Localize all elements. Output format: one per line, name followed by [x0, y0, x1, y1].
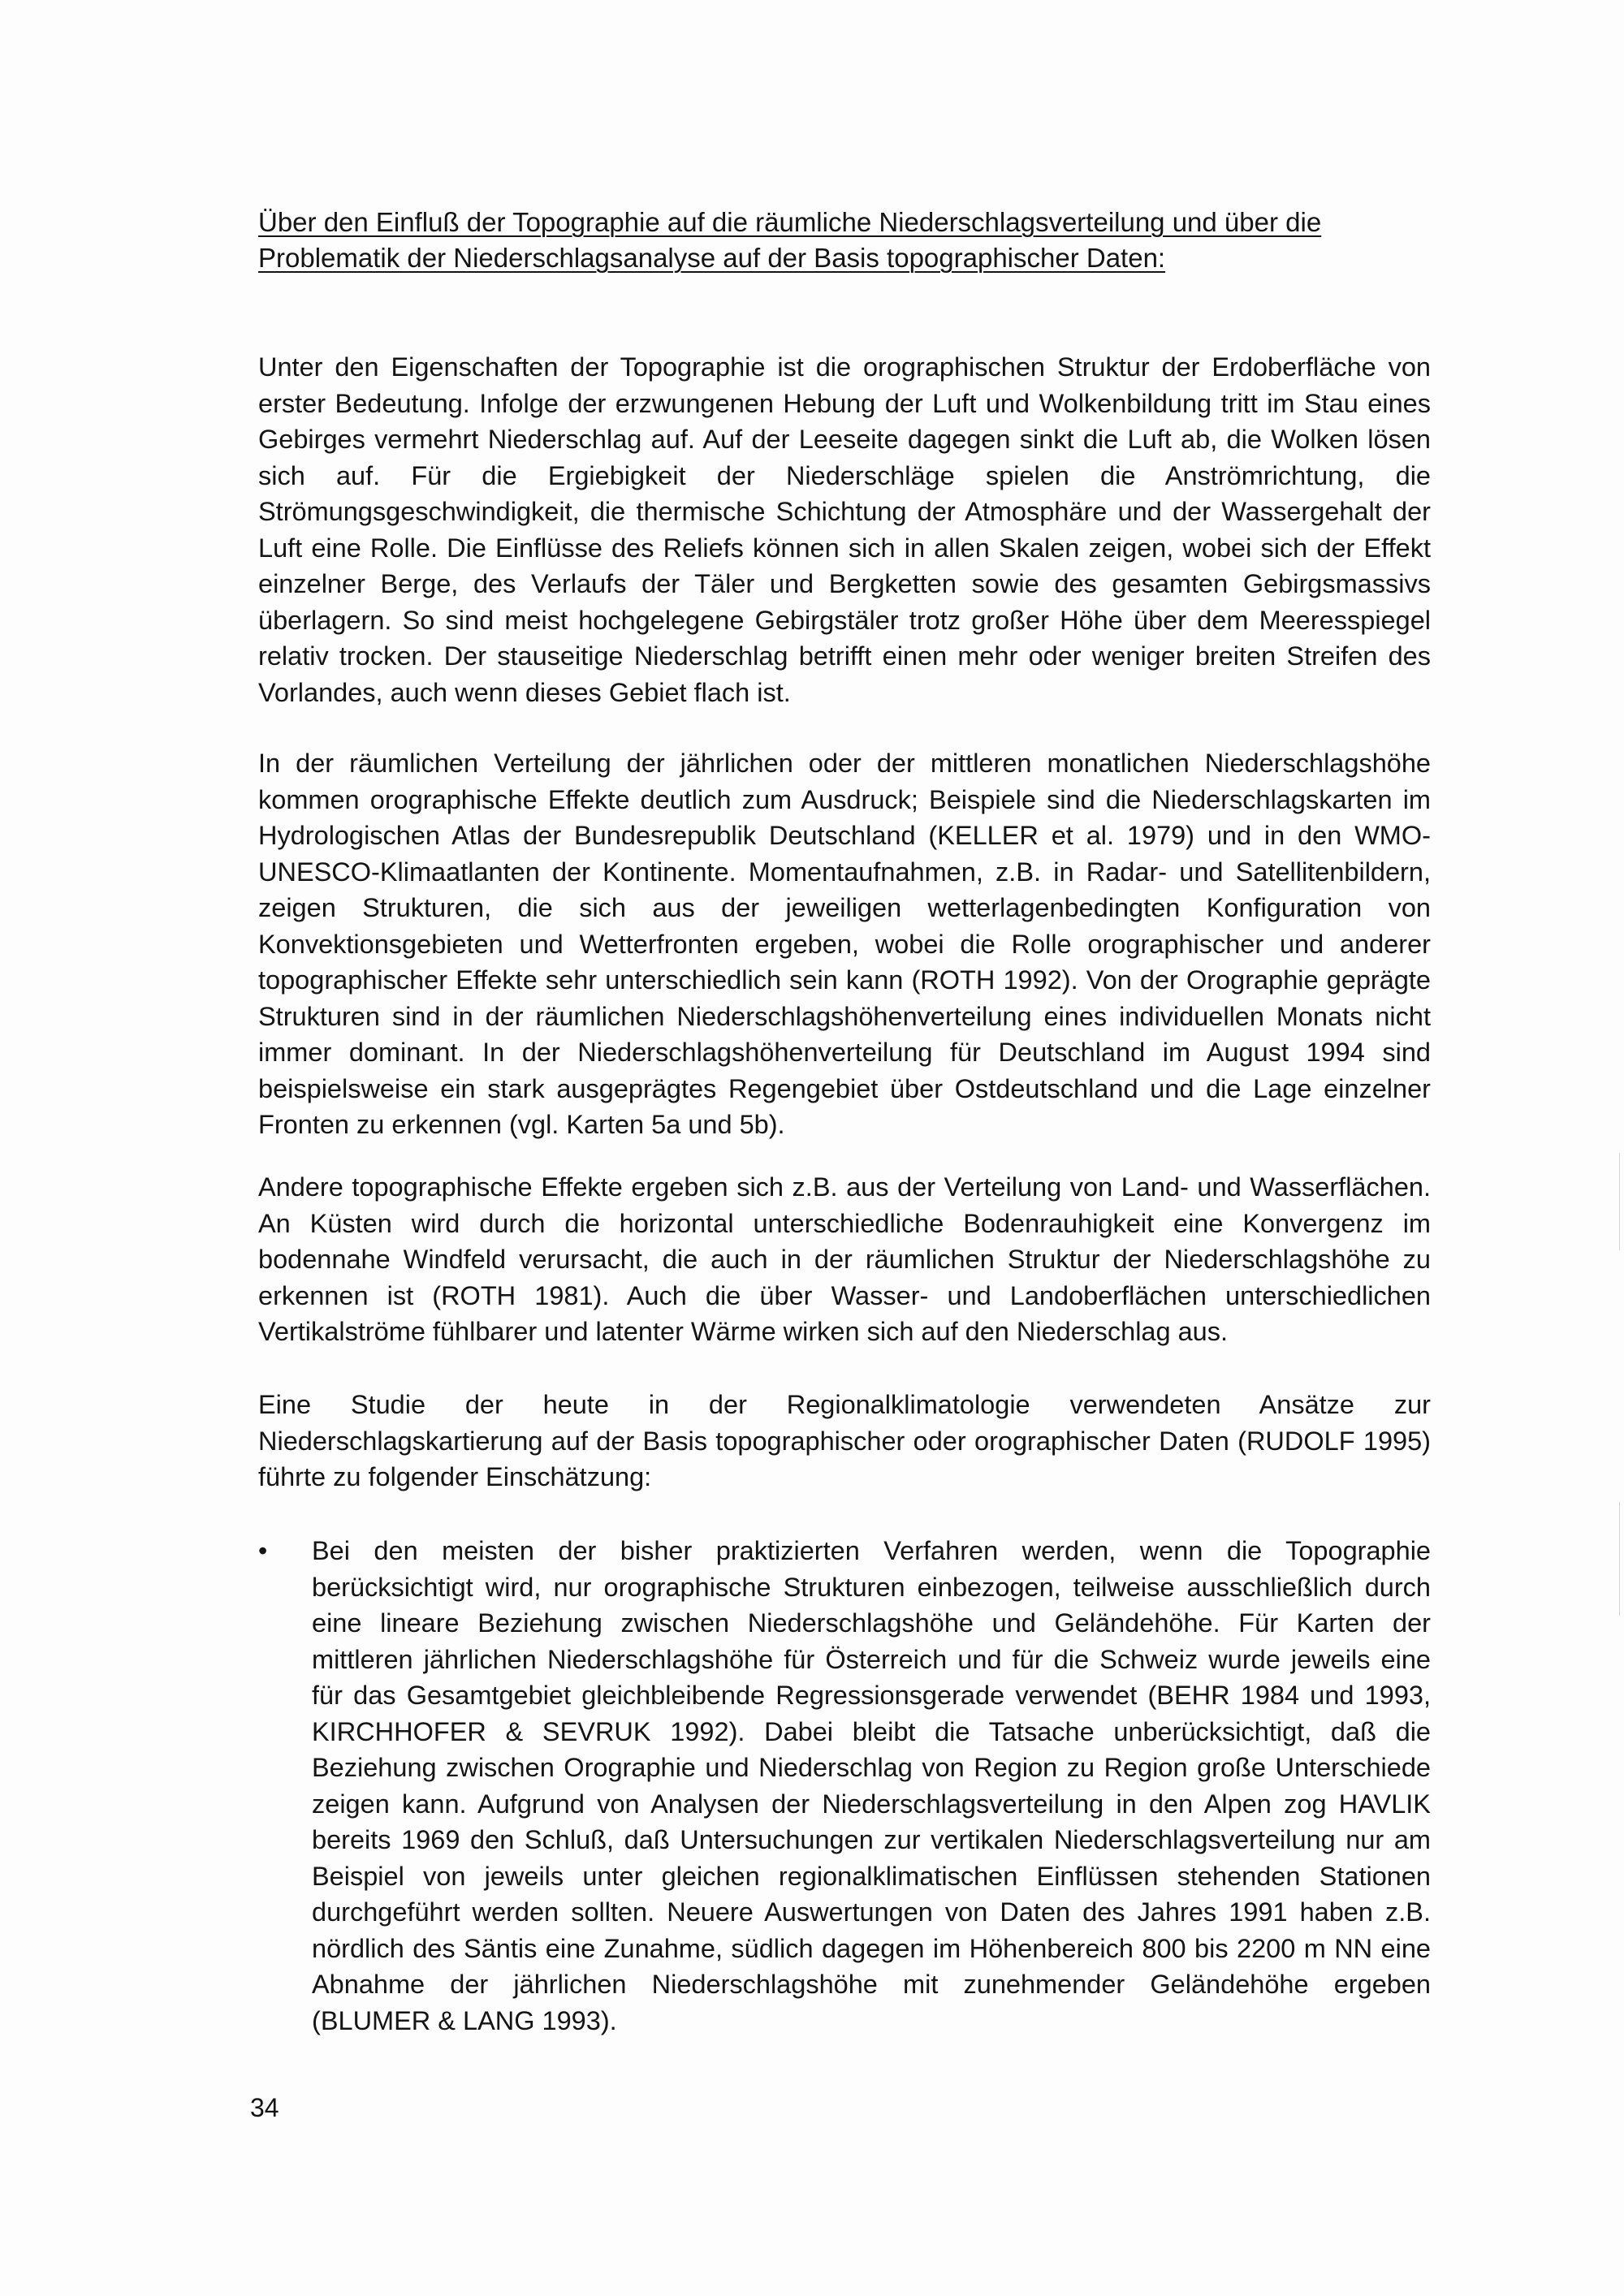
paragraph-spatial-distribution: In der räumlichen Verteilung der jährlichen oder der mittleren monatlichen Niederschlagshöhe kommen orographische Effekte deutlich zum Ausdruck; Beispiele sind die Niederschlagskarten im Hydrologischen Atlas der Bundesrepublik Deutschland (KELLER et al. 1979) und in den WMO-UNESCO-Klimaatlanten der Kontinente. Momentaufnahmen, z.B. in Radar- und Satellitenbildern, zeigen Strukturen, die sich aus der jeweiligen wetterlagenbedingten Konfiguration von Konvektionsgebieten und Wetterfronten ergeben, wobei die Rolle orographischer und anderer topographischer Effekte sehr unterschiedlich sein kann (ROTH 1992). Von der Orographie geprägte Strukturen sind in der räumlichen Niederschlagshöhenverteilung eines individuellen Monats nicht immer dominant. In der Niederschlagshöhenverteilung für Deutschland im August 1994 sind beispielsweise ein stark ausgeprägtes Regengebiet über Ostdeutschland und die Lage einzelner Fronten zu erkennen (vgl. Karten 5a und 5b). [258, 749, 1431, 1139]
scan-edge-mark [1619, 1153, 1620, 1250]
page-number: 34 [250, 2093, 279, 2122]
bullet-text: Bei den meisten der bisher praktizierten Verfahren werden, wenn die Topographie berücksichtigt wird, nur orographische Strukturen einbezogen, teilweise ausschließlich durch eine lineare Beziehung zwischen Niederschlagshöhe und Geländehöhe. Für Karten der mittleren jährlichen Niederschlagshöhe für Österreich und für die Schweiz wurde jeweils eine für das Gesamtgebiet gleichbleibende Regressionsgerade verwendet (BEHR 1984 und 1993, KIRCHHOFER & SEVRUK 1992). Dabei bleibt die Tatsache unberücksichtigt, daß die Beziehung zwischen Orographie und Niederschlag von Region zu Region große Unterschiede zeigen kann. Aufgrund von Analysen der Niederschlagsverteilung in den Alpen zog HAVLIK bereits 1969 den Schluß, daß Untersuchungen zur vertikalen Niederschlagsverteilung nur am Beispiel von jeweils unter gleichen regionalklimatischen Einflüssen stehenden Stationen durchgeführt werden sollten. Neuere Auswertungen von Daten des Jahres 1991 haben z.B. nördlich des Säntis eine Zunahme, südlich dagegen im Höhenbereich 800 bis 2200 m NN eine Abnahme der jährlichen Niederschlagshöhe mit zunehmender Geländehöhe ergeben (BLUMER & LANG 1993). [312, 1536, 1431, 2035]
section-heading: Über den Einfluß der Topographie auf die räumliche Niederschlagsverteilung und über die Problematik der Niederschlagsanalyse auf der Basis topographischer Daten: [258, 207, 1322, 273]
paragraph-orographic-structure: Unter den Eigenschaften der Topographie ist die orographischen Struktur der Erdoberfläche von erster Bedeutung. Infolge der erzwungenen Hebung der Luft und Wolkenbildung tritt im Stau eines Gebirges vermehrt Niederschlag auf. Auf der Leeseite dagegen sinkt die Luft ab, die Wolken lösen sich auf. Für die Ergiebigkeit der Niederschläge spielen die Anströmrichtung, die Strömungsgeschwindigkeit, die thermische Schichtung der Atmosphäre und der Wassergehalt der Luft eine Rolle. Die Einflüsse des Reliefs können sich in allen Skalen zeigen, wobei sich der Effekt einzelner Berge, des Verlaufs der Täler und Bergketten sowie des gesamten Gebirgsmassivs überlagern. So sind meist hochgelegene Gebirgstäler trotz großer Höhe über dem Meeresspiegel relativ trocken. Der stauseitige Niederschlag betrifft einen mehr oder weniger breiten Streifen des Vorlandes, auch wenn dieses Gebiet flach ist. [258, 352, 1431, 707]
bullet-marker: • [258, 1536, 268, 1565]
paragraph-land-water-effects: Andere topographische Effekte ergeben sich z.B. aus der Verteilung von Land- und Wasserflächen. An Küsten wird durch die horizontal unterschiedliche Bodenrauhigkeit eine Konvergenz im bodennahe Windfeld verursacht, die auch in der räumlichen Struktur der Niederschlagshöhe zu erkennen ist (ROTH 1981). Auch die über Wasser- und Landoberflächen unterschiedlichen Vertikalströme fühlbarer und latenter Wärme wirken sich auf den Niederschlag aus. [258, 1172, 1431, 1346]
paragraph-study-intro: Eine Studie der heute in der Regionalklimatologie verwendeten Ansätze zur Niederschlagskartierung auf der Basis topographischer oder orographischer Daten (RUDOLF 1995) führte zu folgender Einschätzung: [258, 1390, 1431, 1491]
scan-edge-mark [1619, 1502, 1620, 1616]
